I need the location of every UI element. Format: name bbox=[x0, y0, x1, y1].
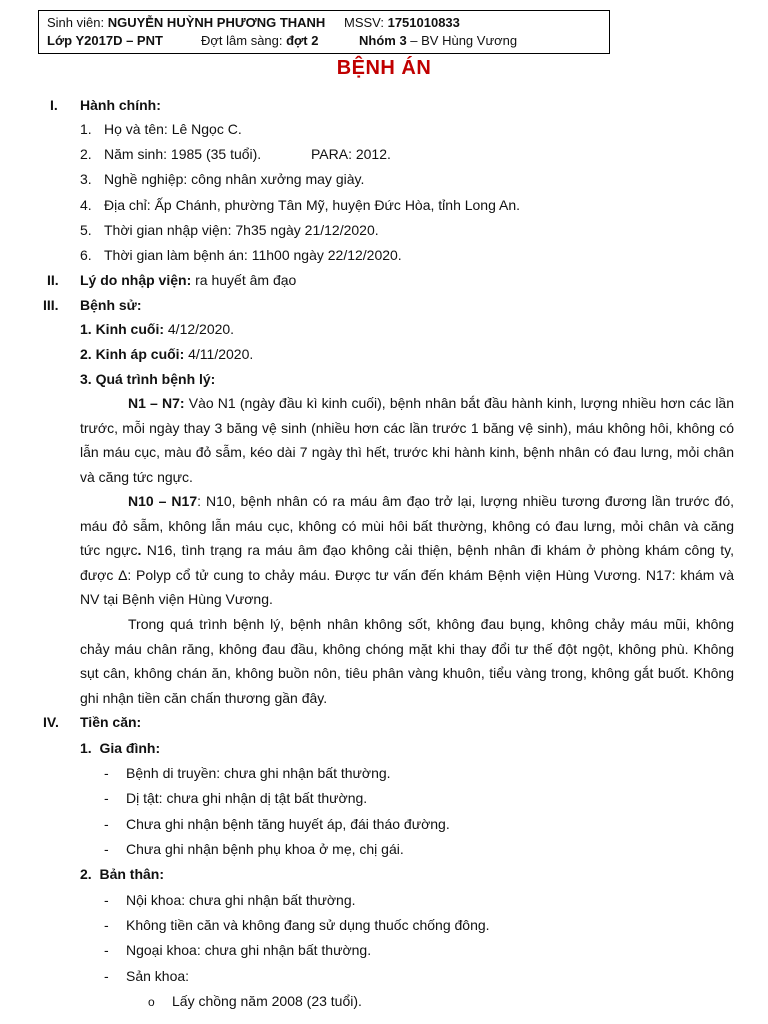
course-paragraph-1 bbox=[80, 391, 734, 489]
section-3-heading: Bệnh sử: bbox=[80, 297, 142, 313]
course-paragraph-2-dot: . bbox=[137, 542, 142, 559]
personal-history-item bbox=[104, 891, 356, 909]
family-history-text: Dị tật: chưa ghi nhận dị tật bất thường. bbox=[126, 790, 368, 806]
dash-marker: - bbox=[104, 841, 109, 857]
course-paragraph-2 bbox=[80, 489, 734, 612]
section-1-heading: Hành chính: bbox=[80, 97, 161, 113]
family-history-item bbox=[104, 764, 391, 782]
obstetric-history-item bbox=[148, 992, 362, 1011]
course-paragraph-1-text: Vào N1 (ngày đầu kì kinh cuối), bệnh nhân bắt đầu hành kinh, lượng nhiều hơn các lần trước, mỗi ngày thay 3 băng vệ sinh (nhiều hơn các lần trước 1 băng vệ sinh), máu không hôi, không có lẫn máu cục, màu đỏ sẫm, kéo dài 7 ngày thì hết, trước khi hành kinh, bệnh nhân có đau lưng, mỏi chân và căng tức ngực. bbox=[80, 395, 735, 485]
admin-item-num: 2. bbox=[80, 146, 92, 162]
mssv-line bbox=[344, 15, 460, 31]
course-paragraph-2-text-b: N16, tình trạng ra máu âm đạo không cải thiện, bệnh nhân đi khám ở phòng khám công ty, được Δ: Polyp cổ tử cung to chảy máu. Được tư vấn đến khám Bệnh viện Hùng Vương. N17: khám và NV tại Bệnh viện Hùng Vương. bbox=[80, 542, 734, 608]
admin-item-occupation: Nghề nghiệp: công nhân xưởng may giày. bbox=[104, 171, 365, 187]
student-label: Sinh viên: bbox=[47, 15, 108, 30]
personal-history-item bbox=[104, 967, 190, 985]
student-name: NGUYỄN HUỲNH PHƯƠNG THANH bbox=[107, 15, 326, 30]
previous-period-label: 2. Kinh áp cuối: bbox=[80, 346, 185, 362]
admin-item-num: 1. bbox=[80, 121, 92, 137]
group-label: Nhóm 3 bbox=[359, 33, 407, 48]
personal-history-text: Nội khoa: chưa ghi nhận bất thường. bbox=[126, 892, 356, 908]
dash-marker: - bbox=[104, 968, 109, 984]
previous-period-value: 4/11/2020. bbox=[184, 346, 254, 362]
class-label: Lớp Y2017D – PNT bbox=[47, 33, 163, 48]
circle-bullet-icon: o bbox=[148, 995, 155, 1009]
rotation-label: Đợt lâm sàng: bbox=[201, 33, 287, 48]
personal-history-text: Ngoại khoa: chưa ghi nhận bất thường. bbox=[126, 942, 372, 958]
rotation-line bbox=[201, 33, 318, 49]
family-history-heading: 1. Gia đình: bbox=[80, 740, 161, 756]
section-2-number: II. bbox=[47, 272, 59, 288]
last-period-value: 4/12/2020. bbox=[164, 321, 235, 337]
course-paragraph-2-label: N10 – N17 bbox=[128, 493, 198, 509]
personal-history-item bbox=[104, 941, 372, 959]
admin-item-admission: Thời gian nhập viện: 7h35 ngày 21/12/2020. bbox=[104, 222, 379, 238]
previous-period-line bbox=[80, 345, 253, 363]
admin-item-name: Họ và tên: Lê Ngọc C. bbox=[104, 121, 242, 137]
hospital-label: – BV Hùng Vương bbox=[406, 33, 518, 48]
section-3-number: III. bbox=[43, 297, 59, 313]
dash-marker: - bbox=[104, 917, 109, 933]
document-title: BỆNH ÁN bbox=[336, 57, 432, 79]
last-period-label: 1. Kinh cuối: bbox=[80, 321, 164, 337]
admin-item-address: Địa chỉ: Ấp Chánh, phường Tân Mỹ, huyện Đức Hòa, tỉnh Long An. bbox=[104, 197, 521, 213]
dash-marker: - bbox=[104, 765, 109, 781]
personal-history-text: Không tiền căn và không đang sử dụng thuốc chống đông. bbox=[126, 917, 490, 933]
personal-history-heading: 2. Bản thân: bbox=[80, 866, 165, 882]
dash-marker: - bbox=[104, 942, 109, 958]
admin-item-para: PARA: 2012. bbox=[311, 146, 391, 162]
course-paragraph-2-text-a: : N10, bệnh nhân có ra máu âm đạo trở lại, lượng nhiều tương đương lần trước đó, máu đỏ sẫm, không lẫn máu cục, không có mùi hôi bất thường, không có đau lưng, mỏi chân và căng tức ngực bbox=[80, 493, 734, 559]
family-history-item bbox=[104, 840, 404, 858]
student-info-box bbox=[38, 10, 610, 54]
family-history-item bbox=[104, 789, 368, 807]
family-history-text: Bệnh di truyền: chưa ghi nhận bất thường. bbox=[126, 765, 391, 781]
admin-item-num: 6. bbox=[80, 247, 92, 263]
dash-marker: - bbox=[104, 816, 109, 832]
obstetric-history-text: Lấy chồng năm 2008 (23 tuổi). bbox=[172, 993, 362, 1009]
mssv-label: MSSV: bbox=[344, 15, 388, 30]
dash-marker: - bbox=[104, 892, 109, 908]
admin-item-num: 5. bbox=[80, 222, 92, 238]
rotation-value: đợt 2 bbox=[286, 33, 319, 48]
section-2-line bbox=[80, 271, 296, 289]
section-4-number: IV. bbox=[43, 714, 59, 730]
family-history-text: Chưa ghi nhận bệnh tăng huyết áp, đái tháo đường. bbox=[126, 816, 450, 832]
admin-item-record-time: Thời gian làm bệnh án: 11h00 ngày 22/12/2020. bbox=[104, 247, 402, 263]
personal-history-item bbox=[104, 916, 490, 934]
admin-item-birth: Năm sinh: 1985 (35 tuổi). bbox=[104, 146, 262, 162]
section-4-heading: Tiền căn: bbox=[80, 714, 142, 730]
student-line bbox=[47, 15, 325, 31]
admission-reason: ra huyết âm đạo bbox=[191, 272, 297, 288]
family-history-text: Chưa ghi nhận bệnh phụ khoa ở mẹ, chị gái. bbox=[126, 841, 404, 857]
family-history-item bbox=[104, 815, 450, 833]
mssv-value: 1751010833 bbox=[387, 15, 460, 30]
course-paragraph-3: Trong quá trình bệnh lý, bệnh nhân không sốt, không đau bụng, không chảy máu mũi, không chảy máu chân răng, không đau đầu, không chóng mặt khi thay đổi tư thế đột ngột, không phù. Không sụt cân, không chán ăn, không buồn nôn, tiêu phân vàng khuôn, tiểu vàng trong, không gắt buốt. Không ghi nhận tiền căn chấn thương gần đây. bbox=[80, 616, 734, 706]
group-line bbox=[359, 33, 517, 49]
disease-course-heading: 3. Quá trình bệnh lý: bbox=[80, 371, 216, 387]
admin-item-num: 3. bbox=[80, 171, 92, 187]
section-1-number: I. bbox=[50, 97, 58, 113]
personal-history-text: Sản khoa: bbox=[126, 968, 190, 984]
admin-item-num: 4. bbox=[80, 197, 92, 213]
dash-marker: - bbox=[104, 790, 109, 806]
course-paragraph-1-label: N1 – N7: bbox=[128, 395, 185, 411]
section-2-heading: Lý do nhập viện: bbox=[80, 272, 192, 288]
last-period-line bbox=[80, 320, 234, 338]
